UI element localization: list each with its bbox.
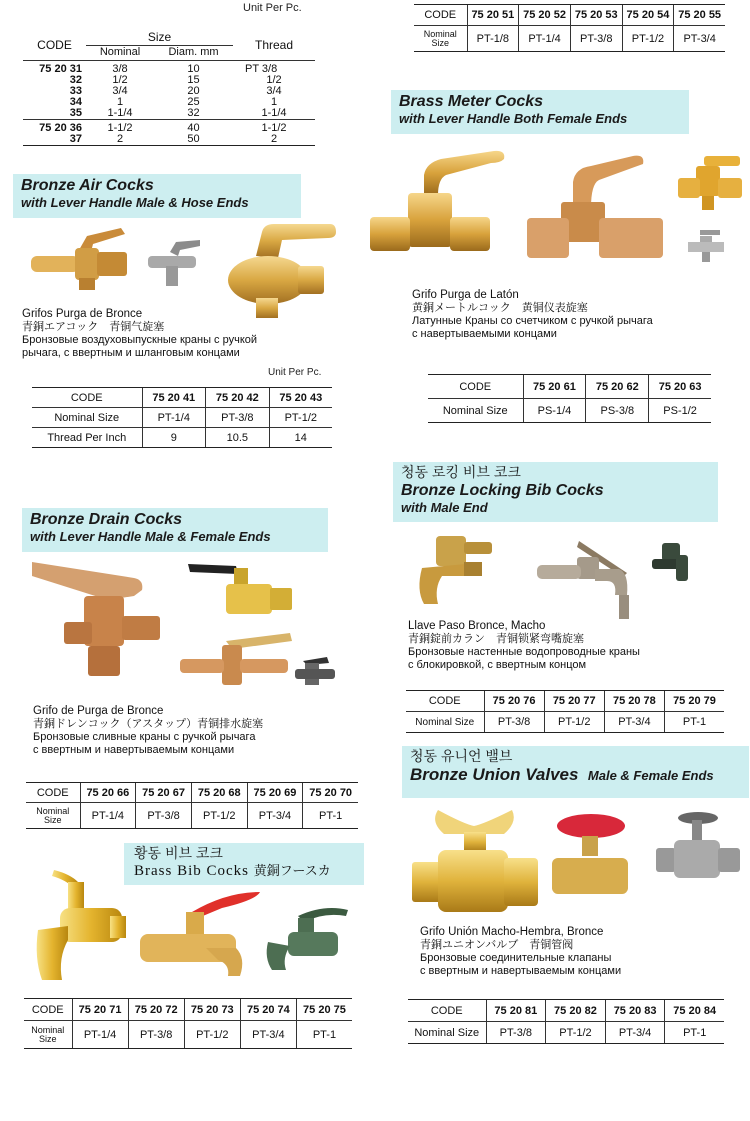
bib-cock-image-1 xyxy=(30,868,130,988)
air-cocks-title: Bronze Air Cocks xyxy=(21,177,154,194)
union-valves-ru-1: Бронзовые соединительные клапаны xyxy=(420,952,612,964)
air-cocks-description xyxy=(22,308,257,360)
drain-cocks-description xyxy=(33,705,263,757)
air-cocks-spanish: Grifos Purga de Bronce xyxy=(22,308,143,320)
meter-cocks-spanish: Grifo Purga de Latón xyxy=(412,289,519,301)
drain-cocks-ru-2: с ввертным и навертываемым концами xyxy=(33,744,235,756)
meter-cocks-ru-1: Латунные Краны со счетчиком с ручкой рычага xyxy=(412,315,653,327)
size-table-thread-header: Thread xyxy=(233,31,315,60)
table-row: 32 1/2 15 1/2 xyxy=(69,74,282,86)
bib-cocks-table: CODE 75 20 71 75 20 72 75 20 73 75 20 74 75 20 75 Nominal Size PT-1/4 PT-3/8 PT-1/2 PT-3/4 PT-1 xyxy=(24,998,352,1049)
size-table-size-header: Size xyxy=(86,31,233,45)
size-table-nominal-header: Nominal xyxy=(86,45,154,60)
locking-bib-korean: 청동 로킹 비브 코크 xyxy=(401,464,521,480)
nominal-size-label: Nominal Size xyxy=(26,803,80,829)
drain-cocks-ru-1: Бронзовые сливные краны с ручкой рычага xyxy=(33,731,256,743)
code-label: CODE xyxy=(428,375,523,399)
drain-cock-image-3 xyxy=(176,631,296,693)
union-valve-image-2 xyxy=(546,812,636,907)
union-valves-cjk: 青銅ユニオンバルブ 青铜管阀 xyxy=(420,939,574,951)
code-label: CODE xyxy=(24,999,72,1021)
air-cocks-unit: Unit Per Pc. xyxy=(268,367,322,378)
drain-cocks-title: Bronze Drain Cocks xyxy=(30,511,183,528)
meter-cock-image-3 xyxy=(676,152,746,217)
bib-cocks-banner xyxy=(124,843,364,885)
locking-bib-subtitle: with Male End xyxy=(401,500,488,515)
nominal-size-label: Nominal Size xyxy=(24,1021,72,1049)
union-valves-banner xyxy=(402,746,749,798)
unit-label-top: Unit Per Pc. xyxy=(243,2,302,14)
meter-cock-image-4 xyxy=(686,228,726,266)
locking-bib-image-2 xyxy=(527,533,637,625)
drain-cocks-cjk: 青銅ドレンコック（アスタップ）青铜排水旋塞 xyxy=(33,718,264,730)
size-table xyxy=(23,31,315,146)
union-valves-description xyxy=(420,926,621,978)
table-row: 33 3/4 20 3/4 xyxy=(69,85,282,97)
union-valves-table: CODE 75 20 81 75 20 82 75 20 83 75 20 84 Nominal Size PT-3/8 PT-1/2 PT-3/4 PT-1 xyxy=(408,999,724,1044)
drain-cock-image-2 xyxy=(186,558,296,626)
top-right-code-table: CODE 75 20 51 75 20 52 75 20 53 75 20 54 75 20 55 Nominal Size PT-1/8 PT-1/4 PT-3/8 PT-1/2 PT-3/4 xyxy=(414,4,725,52)
locking-bib-title: Bronze Locking Bib Cocks xyxy=(401,482,604,499)
air-cock-image-1 xyxy=(25,222,140,292)
meter-cock-image-2 xyxy=(525,152,670,267)
bib-cocks-cjk: 黄銅フースカ xyxy=(253,864,331,879)
air-cocks-cjk: 青銅エアコック 青铜气旋塞 xyxy=(22,321,165,333)
locking-bib-ru-1: Бронзовые настенные водопроводные краны xyxy=(408,646,640,658)
drain-cocks-table: CODE 75 20 66 75 20 67 75 20 68 75 20 69 75 20 70 Nominal Size PT-1/4 PT-3/8 PT-1/2 PT-3/4 PT-1 xyxy=(26,782,358,829)
size-table-diam-header: Diam. mm xyxy=(154,45,233,60)
nominal-size-label: Nominal Size xyxy=(428,399,523,423)
locking-bib-table: CODE 75 20 76 75 20 77 75 20 78 75 20 79 Nominal Size PT-3/8 PT-1/2 PT-3/4 PT-1 xyxy=(406,690,724,733)
union-valve-image-3 xyxy=(652,808,744,884)
code-label: CODE xyxy=(32,388,142,408)
air-cocks-table: CODE 75 20 41 75 20 42 75 20 43 Nominal Size PT-1/4 PT-3/8 PT-1/2 Thread Per Inch 9 10.5 14 xyxy=(32,387,332,448)
meter-cocks-ru-2: с навертываемыми концами xyxy=(412,328,557,340)
drain-cocks-subtitle: with Lever Handle Male & Female Ends xyxy=(30,529,271,544)
air-cocks-banner xyxy=(13,174,301,218)
locking-bib-image-1 xyxy=(412,530,497,612)
union-valves-ru-2: с ввертным и навертываемым концами xyxy=(420,965,622,977)
nominal-size-label: Nominal Size xyxy=(406,712,484,733)
air-cocks-ru-2: рычага, с ввертным и шланговым концами xyxy=(22,347,240,359)
air-cock-image-2 xyxy=(144,236,204,290)
code-label: CODE xyxy=(406,691,484,712)
table-row: 75 20 36 1-1/2 40 1-1/2 xyxy=(39,121,287,134)
nominal-size-label: Nominal Size xyxy=(32,408,142,428)
union-valves-spanish: Grifo Unión Macho-Hembra, Bronce xyxy=(420,926,604,938)
bib-cock-image-2 xyxy=(136,888,266,980)
size-table-code-header: CODE xyxy=(23,31,86,60)
drain-cock-image-1 xyxy=(28,560,178,685)
union-valves-korean: 청동 유니언 밸브 xyxy=(410,748,513,764)
table-row: 75 20 31 3/8 10 PT 3/8 xyxy=(39,63,278,75)
code-label: CODE xyxy=(408,1000,486,1022)
drain-cocks-banner xyxy=(22,508,328,552)
union-valves-title-extra: Male & Female Ends xyxy=(587,768,714,783)
thread-per-inch-label: Thread Per Inch xyxy=(32,428,142,448)
bib-cocks-title: Brass Bib Cocks xyxy=(134,863,250,879)
air-cock-image-3 xyxy=(218,222,338,320)
table-row: 34 1 25 1 xyxy=(69,96,278,108)
code-label: CODE xyxy=(26,783,80,803)
drain-cocks-spanish: Grifo de Purga de Bronce xyxy=(33,705,164,717)
meter-cocks-description xyxy=(412,289,653,341)
table-row: 37 2 50 2 xyxy=(23,134,315,146)
meter-cocks-cjk: 黄銅メートルコック 黄铜仪表旋塞 xyxy=(412,302,588,314)
locking-bib-image-3 xyxy=(650,541,692,585)
union-valves-title: Bronze Union Valves xyxy=(410,765,579,784)
meter-cocks-banner xyxy=(391,90,689,134)
locking-bib-cjk: 青銅錠前カラン 青铜锁紧弯嘴旋塞 xyxy=(408,633,584,645)
meter-cock-image-1 xyxy=(366,145,516,265)
locking-bib-spanish: Llave Paso Bronce, Macho xyxy=(408,620,546,632)
table-row: 35 1-1/4 32 1-1/4 xyxy=(23,108,315,120)
drain-cock-image-4 xyxy=(293,655,337,691)
nominal-size-label: Nominal Size xyxy=(408,1022,486,1044)
meter-cocks-subtitle: with Lever Handle Both Female Ends xyxy=(399,111,628,126)
meter-cocks-table: CODE 75 20 61 75 20 62 75 20 63 Nominal Size PS-1/4 PS-3/8 PS-1/2 xyxy=(428,374,711,423)
nominal-size-label: Nominal Size xyxy=(414,26,467,52)
air-cocks-ru-1: Бронзовые воздуховыпускные краны с ручкой xyxy=(22,334,258,346)
air-cocks-subtitle: with Lever Handle Male & Hose Ends xyxy=(21,195,249,210)
bib-cocks-korean: 황동 비브 코크 xyxy=(134,845,223,861)
bib-cock-image-3 xyxy=(262,902,354,974)
locking-bib-description xyxy=(408,620,640,672)
locking-bib-ru-2: с блокировкой, с ввертным концом xyxy=(408,659,587,671)
locking-bib-banner xyxy=(393,462,718,522)
meter-cocks-title: Brass Meter Cocks xyxy=(399,93,544,110)
union-valve-image-1 xyxy=(408,808,543,923)
code-label: CODE xyxy=(414,5,467,26)
